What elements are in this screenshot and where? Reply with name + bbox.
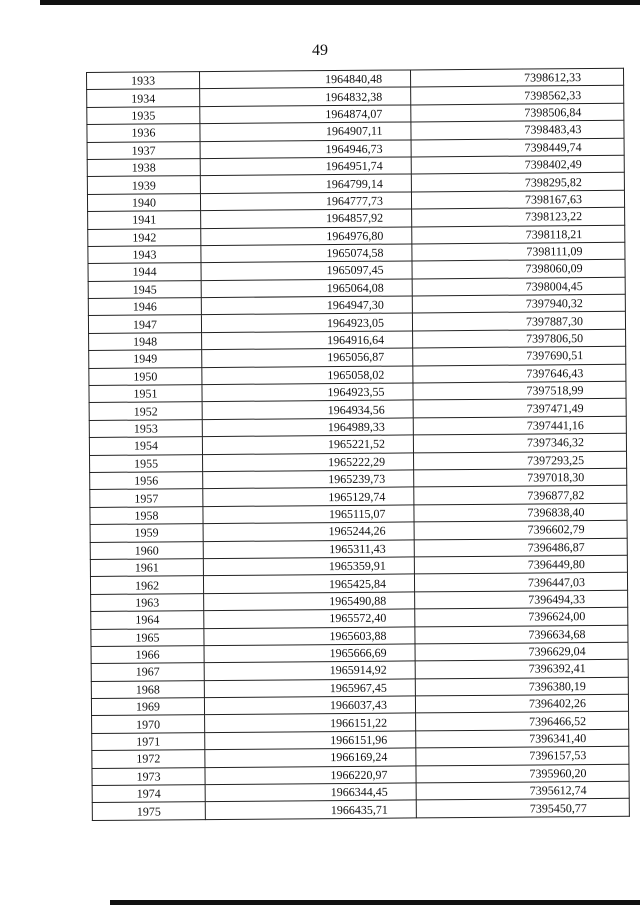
coordinates-table-wrapper bbox=[86, 68, 630, 821]
x-coordinate-cell: 1964934,56 bbox=[202, 400, 413, 419]
year-cell: 1974 bbox=[92, 785, 205, 803]
y-coordinate-cell: 7396494,33 bbox=[415, 590, 628, 609]
y-coordinate-cell: 7396838,40 bbox=[414, 503, 627, 522]
x-coordinate-cell: 1964907,11 bbox=[200, 122, 411, 141]
year-cell: 1955 bbox=[90, 454, 203, 472]
y-coordinate-cell: 7395612,74 bbox=[416, 781, 629, 800]
year-cell: 1969 bbox=[91, 698, 204, 716]
y-coordinate-cell: 7398402,49 bbox=[411, 155, 624, 174]
y-coordinate-cell: 7397646,43 bbox=[413, 364, 626, 383]
x-coordinate-cell: 1965222,29 bbox=[203, 453, 414, 472]
year-cell: 1956 bbox=[90, 472, 203, 490]
y-coordinate-cell: 7395960,20 bbox=[416, 764, 629, 783]
x-coordinate-cell: 1965064,08 bbox=[201, 279, 412, 298]
x-coordinate-cell: 1964947,30 bbox=[201, 296, 412, 315]
x-coordinate-cell: 1965058,02 bbox=[202, 366, 413, 385]
year-cell: 1967 bbox=[91, 663, 204, 681]
x-coordinate-cell: 1964989,33 bbox=[202, 418, 413, 437]
y-coordinate-cell: 7397690,51 bbox=[413, 347, 626, 366]
x-coordinate-cell: 1965425,84 bbox=[203, 574, 414, 593]
y-coordinate-cell: 7398612,33 bbox=[410, 68, 623, 87]
y-coordinate-cell: 7397887,30 bbox=[412, 312, 625, 331]
x-coordinate-cell: 1965490,88 bbox=[204, 592, 415, 611]
x-coordinate-cell: 1964840,48 bbox=[200, 70, 411, 89]
x-coordinate-cell: 1964916,64 bbox=[202, 331, 413, 350]
x-coordinate-cell: 1964951,74 bbox=[200, 157, 411, 176]
x-coordinate-cell: 1965129,74 bbox=[203, 487, 414, 506]
year-cell: 1962 bbox=[90, 576, 203, 594]
x-coordinate-cell: 1965914,92 bbox=[204, 661, 415, 680]
year-cell: 1973 bbox=[92, 767, 205, 785]
y-coordinate-cell: 7397806,50 bbox=[413, 329, 626, 348]
y-coordinate-cell: 7396634,68 bbox=[415, 625, 628, 644]
y-coordinate-cell: 7397293,25 bbox=[413, 451, 626, 470]
year-cell: 1954 bbox=[89, 437, 202, 455]
year-cell: 1951 bbox=[89, 385, 202, 403]
x-coordinate-cell: 1965572,40 bbox=[204, 609, 415, 628]
year-cell: 1963 bbox=[91, 593, 204, 611]
y-coordinate-cell: 7396486,87 bbox=[414, 538, 627, 557]
x-coordinate-cell: 1965239,73 bbox=[203, 470, 414, 489]
year-cell: 1959 bbox=[90, 524, 203, 542]
x-coordinate-cell: 1964923,05 bbox=[201, 313, 412, 332]
year-cell: 1966 bbox=[91, 645, 204, 663]
coordinates-table-body bbox=[87, 68, 630, 820]
y-coordinate-cell: 7396602,79 bbox=[414, 520, 627, 539]
y-coordinate-cell: 7397940,32 bbox=[412, 294, 625, 313]
year-cell: 1975 bbox=[92, 802, 205, 820]
x-coordinate-cell: 1964799,14 bbox=[200, 174, 411, 193]
year-cell: 1972 bbox=[92, 750, 205, 768]
y-coordinate-cell: 7396447,03 bbox=[414, 573, 627, 592]
year-cell: 1941 bbox=[88, 211, 201, 229]
x-coordinate-cell: 1966435,71 bbox=[205, 800, 416, 819]
y-coordinate-cell: 7396380,19 bbox=[415, 677, 628, 696]
y-coordinate-cell: 7396341,40 bbox=[416, 729, 629, 748]
y-coordinate-cell: 7398449,74 bbox=[411, 138, 624, 157]
x-coordinate-cell: 1965359,91 bbox=[203, 557, 414, 576]
x-coordinate-cell: 1966344,45 bbox=[205, 783, 416, 802]
year-cell: 1943 bbox=[88, 246, 201, 264]
page-number: 49 bbox=[312, 42, 328, 59]
year-cell: 1971 bbox=[92, 732, 205, 750]
year-cell: 1946 bbox=[88, 298, 201, 316]
x-coordinate-cell: 1966151,22 bbox=[205, 713, 416, 732]
x-coordinate-cell: 1965074,58 bbox=[201, 244, 412, 263]
y-coordinate-cell: 7398167,63 bbox=[411, 190, 624, 209]
y-coordinate-cell: 7398483,43 bbox=[411, 120, 624, 139]
year-cell: 1953 bbox=[89, 419, 202, 437]
year-cell: 1937 bbox=[87, 141, 200, 159]
year-cell: 1947 bbox=[88, 315, 201, 333]
x-coordinate-cell: 1964777,73 bbox=[200, 192, 411, 211]
year-cell: 1935 bbox=[87, 106, 200, 124]
year-cell: 1944 bbox=[88, 263, 201, 281]
year-cell: 1952 bbox=[89, 402, 202, 420]
y-coordinate-cell: 7397441,16 bbox=[413, 416, 626, 435]
year-cell: 1960 bbox=[90, 541, 203, 559]
y-coordinate-cell: 7397518,99 bbox=[413, 381, 626, 400]
coordinates-table bbox=[86, 68, 630, 821]
year-cell: 1936 bbox=[87, 124, 200, 142]
y-coordinate-cell: 7398111,09 bbox=[412, 242, 625, 261]
y-coordinate-cell: 7398118,21 bbox=[412, 225, 625, 244]
x-coordinate-cell: 1965221,52 bbox=[202, 435, 413, 454]
y-coordinate-cell: 7396402,26 bbox=[415, 694, 628, 713]
y-coordinate-cell: 7398562,33 bbox=[411, 86, 624, 105]
y-coordinate-cell: 7398295,82 bbox=[411, 173, 624, 192]
year-cell: 1942 bbox=[88, 228, 201, 246]
x-coordinate-cell: 1966151,96 bbox=[205, 731, 416, 750]
y-coordinate-cell: 7396624,00 bbox=[415, 607, 628, 626]
x-coordinate-cell: 1965097,45 bbox=[201, 261, 412, 280]
x-coordinate-cell: 1965311,43 bbox=[203, 539, 414, 558]
year-cell: 1950 bbox=[89, 367, 202, 385]
year-cell: 1961 bbox=[90, 559, 203, 577]
x-coordinate-cell: 1965056,87 bbox=[202, 348, 413, 367]
y-coordinate-cell: 7396466,52 bbox=[416, 712, 629, 731]
year-cell: 1933 bbox=[87, 72, 200, 90]
y-coordinate-cell: 7397471,49 bbox=[413, 399, 626, 418]
year-cell: 1940 bbox=[87, 193, 200, 211]
x-coordinate-cell: 1965967,45 bbox=[204, 679, 415, 698]
x-coordinate-cell: 1966220,97 bbox=[205, 766, 416, 785]
x-coordinate-cell: 1965244,26 bbox=[203, 522, 414, 541]
y-coordinate-cell: 7395450,77 bbox=[416, 799, 629, 818]
x-coordinate-cell: 1964832,38 bbox=[200, 87, 411, 106]
x-coordinate-cell: 1964923,55 bbox=[202, 383, 413, 402]
y-coordinate-cell: 7397018,30 bbox=[414, 468, 627, 487]
x-coordinate-cell: 1965115,07 bbox=[203, 505, 414, 524]
y-coordinate-cell: 7396449,80 bbox=[414, 555, 627, 574]
year-cell: 1965 bbox=[91, 628, 204, 646]
table-row bbox=[92, 799, 629, 821]
y-coordinate-cell: 7398004,45 bbox=[412, 277, 625, 296]
year-cell: 1945 bbox=[88, 280, 201, 298]
year-cell: 1970 bbox=[92, 715, 205, 733]
x-coordinate-cell: 1965666,69 bbox=[204, 644, 415, 663]
scan-edge-top bbox=[40, 0, 640, 5]
y-coordinate-cell: 7396877,82 bbox=[414, 486, 627, 505]
x-coordinate-cell: 1966037,43 bbox=[204, 696, 415, 715]
year-cell: 1939 bbox=[87, 176, 200, 194]
x-coordinate-cell: 1964946,73 bbox=[200, 140, 411, 159]
year-cell: 1938 bbox=[87, 159, 200, 177]
y-coordinate-cell: 7398060,09 bbox=[412, 260, 625, 279]
x-coordinate-cell: 1964874,07 bbox=[200, 105, 411, 124]
scan-edge-bottom bbox=[110, 900, 640, 905]
year-cell: 1968 bbox=[91, 680, 204, 698]
year-cell: 1957 bbox=[90, 489, 203, 507]
y-coordinate-cell: 7396392,41 bbox=[415, 660, 628, 679]
year-cell: 1964 bbox=[91, 611, 204, 629]
y-coordinate-cell: 7396629,04 bbox=[415, 642, 628, 661]
year-cell: 1934 bbox=[87, 89, 200, 107]
x-coordinate-cell: 1964976,80 bbox=[201, 226, 412, 245]
y-coordinate-cell: 7396157,53 bbox=[416, 746, 629, 765]
y-coordinate-cell: 7398506,84 bbox=[411, 103, 624, 122]
x-coordinate-cell: 1965603,88 bbox=[204, 626, 415, 645]
x-coordinate-cell: 1966169,24 bbox=[205, 748, 416, 767]
year-cell: 1958 bbox=[90, 506, 203, 524]
y-coordinate-cell: 7397346,32 bbox=[413, 433, 626, 452]
y-coordinate-cell: 7398123,22 bbox=[412, 207, 625, 226]
x-coordinate-cell: 1964857,92 bbox=[201, 209, 412, 228]
year-cell: 1949 bbox=[89, 350, 202, 368]
year-cell: 1948 bbox=[89, 332, 202, 350]
